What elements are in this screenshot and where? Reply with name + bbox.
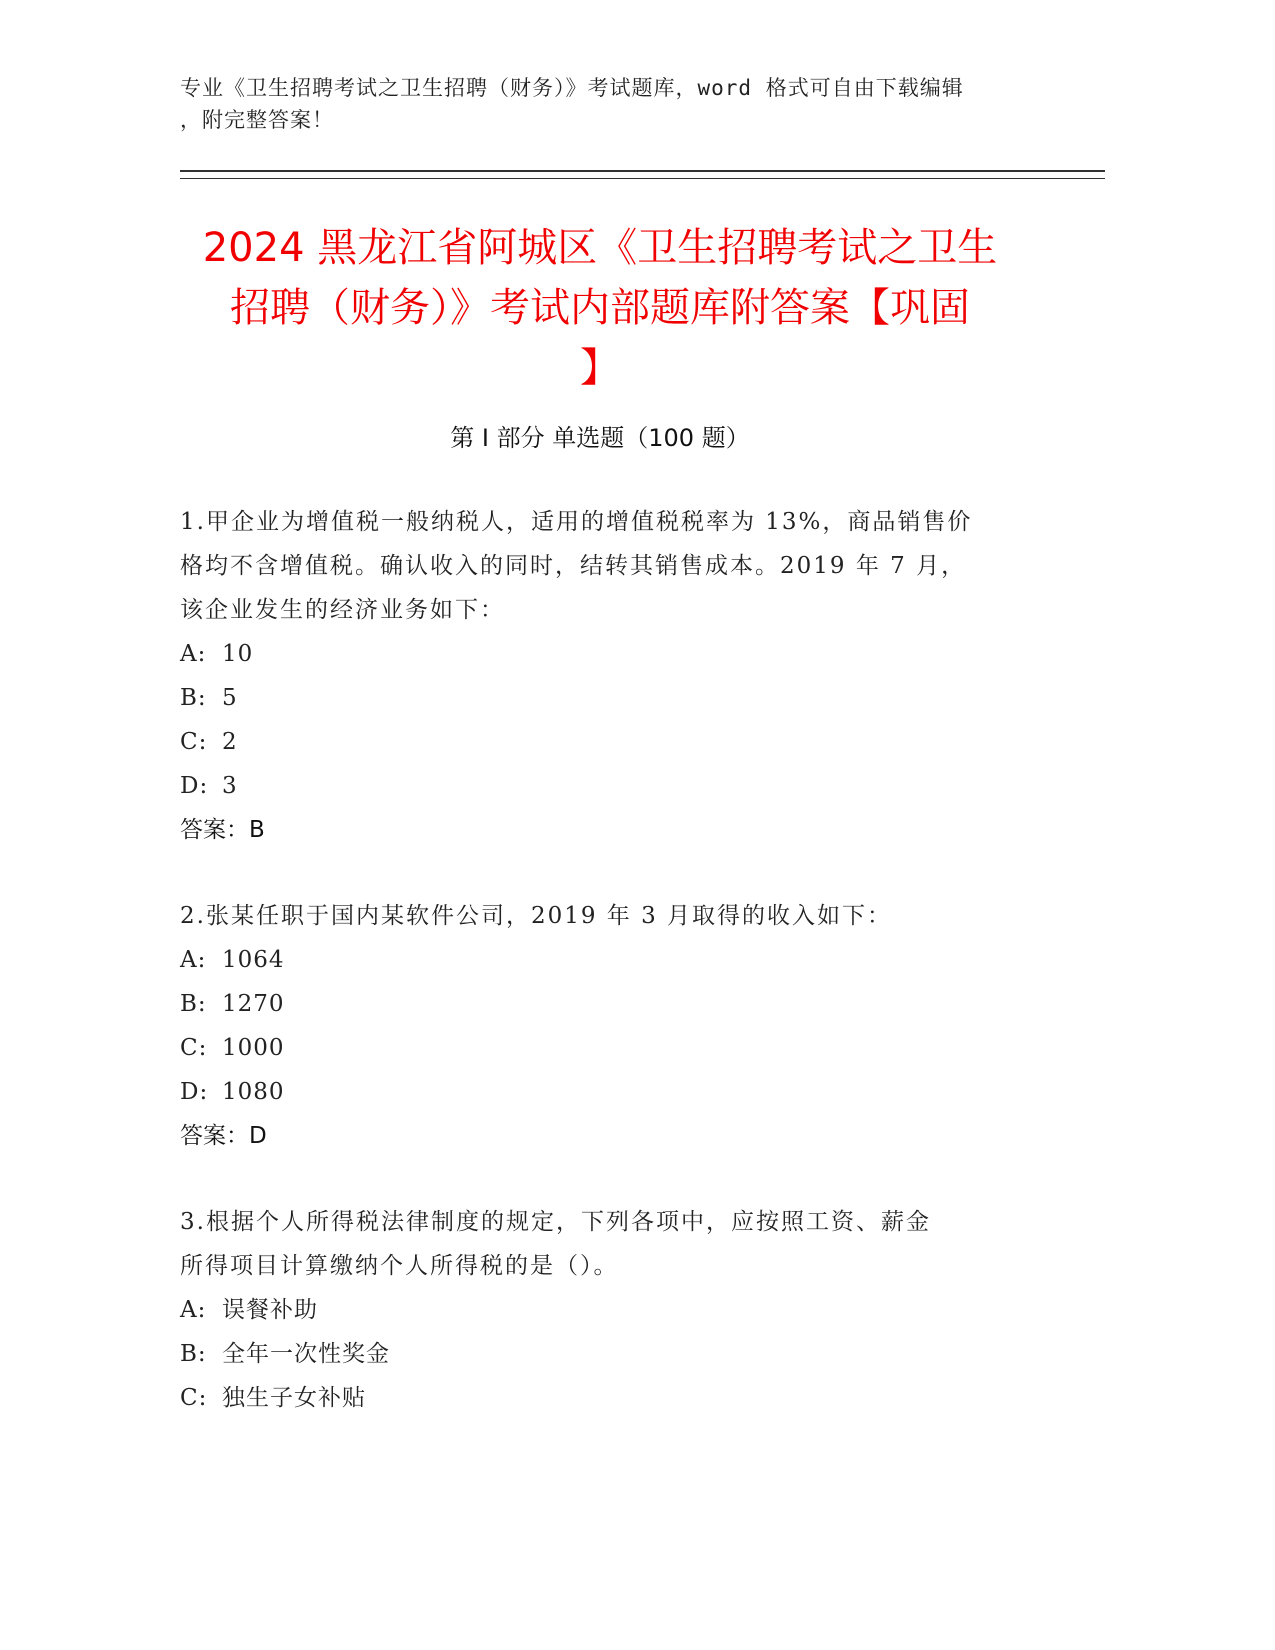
question-3 (180, 1200, 1060, 1420)
document-title-line-1: 2024 黑龙江省阿城区《卫生招聘考试之卫生 (202, 225, 998, 271)
section-heading: 第 I 部分 单选题（100 题） (450, 424, 750, 452)
option-a (180, 938, 1060, 982)
option-letter: C: (180, 1035, 208, 1061)
option-text: 1270 (222, 991, 285, 1017)
option-letter: C: (180, 729, 208, 755)
option-text: 误餐补助 (222, 1297, 318, 1323)
document-title-line-2: 招聘（财务）》考试内部题库附答案【巩固 (230, 285, 970, 331)
header-note-line-1: 专业《卫生招聘考试之卫生招聘（财务）》考试题库，word 格式可自由下载编辑 (180, 76, 964, 100)
option-d (180, 764, 1060, 808)
document-title (150, 218, 1050, 398)
question-1 (180, 500, 1060, 852)
option-b (180, 676, 1060, 720)
option-c (180, 1026, 1060, 1070)
question-2 (180, 894, 1060, 1158)
option-letter: A: (180, 1297, 207, 1323)
header-divider-thin (180, 178, 1105, 179)
question-text-line: 格均不含增值税。确认收入的同时，结转其销售成本。2019 年 7 月， (180, 553, 967, 579)
answer-line: 答案：B (180, 817, 265, 843)
option-c (180, 1376, 1060, 1420)
option-text: 1064 (222, 947, 285, 973)
answer-line: 答案：D (180, 1123, 267, 1149)
question-list (180, 500, 1060, 1462)
option-text: 1080 (222, 1079, 285, 1105)
option-b (180, 982, 1060, 1026)
option-c (180, 720, 1060, 764)
question-text-line: 所得项目计算缴纳个人所得税的是（）。 (180, 1253, 619, 1279)
option-letter: A: (180, 947, 207, 973)
option-b (180, 1332, 1060, 1376)
option-text: 独生子女补贴 (222, 1385, 366, 1411)
option-letter: A: (180, 641, 207, 667)
document-title-line-3: 】 (580, 345, 620, 391)
option-letter: D: (180, 773, 209, 799)
option-text: 1000 (222, 1035, 285, 1061)
option-letter: B: (180, 685, 207, 711)
header-note-line-2: ，附完整答案！ (180, 108, 334, 132)
question-text-line: 2.张某任职于国内某软件公司，2019 年 3 月取得的收入如下： (180, 903, 893, 929)
option-letter: B: (180, 991, 207, 1017)
option-letter: C: (180, 1385, 208, 1411)
option-text: 10 (222, 641, 254, 667)
question-text-line: 1.甲企业为增值税一般纳税人，适用的增值税税率为 13%，商品销售价 (180, 509, 973, 535)
option-letter: B: (180, 1341, 207, 1367)
option-text: 5 (222, 685, 238, 711)
option-a (180, 1288, 1060, 1332)
option-text: 3 (222, 773, 238, 799)
question-text-line: 3.根据个人所得税法律制度的规定，下列各项中，应按照工资、薪金 (180, 1209, 931, 1235)
option-letter: D: (180, 1079, 209, 1105)
option-a (180, 632, 1060, 676)
option-text: 全年一次性奖金 (222, 1341, 390, 1367)
option-d (180, 1070, 1060, 1114)
header-divider-thick (180, 170, 1105, 172)
question-text-line: 该企业发生的经济业务如下： (180, 597, 505, 623)
option-text: 2 (222, 729, 238, 755)
header-note (180, 72, 1040, 136)
